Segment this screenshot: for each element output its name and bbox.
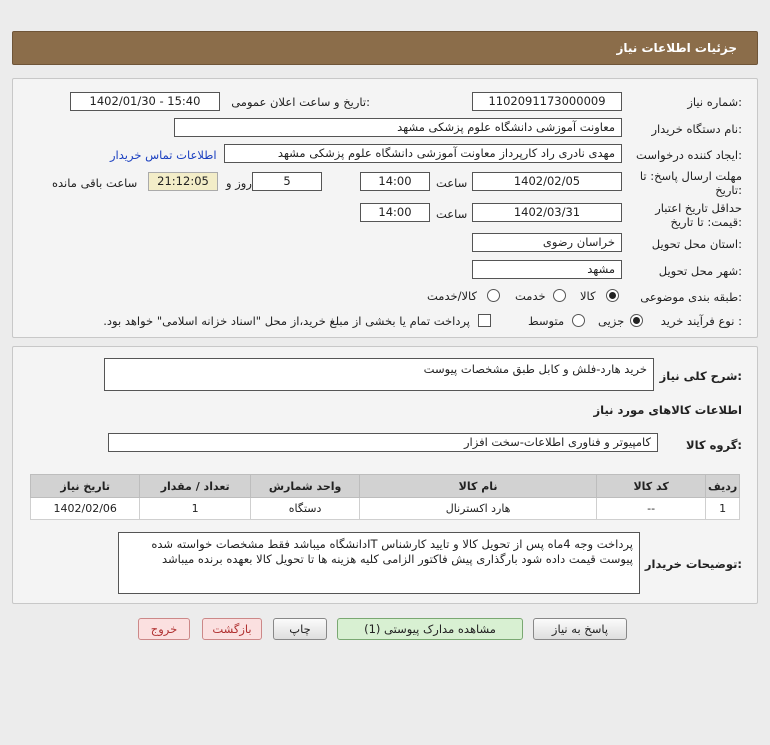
col-header-name: نام کالا [360,475,597,498]
treasury-payment-checkbox[interactable] [478,314,491,327]
process-radio-minor[interactable] [630,314,643,327]
buyer-org-label: نام دستگاه خریدار: [651,122,742,136]
need-number-label: شماره نیاز: [687,95,742,109]
goods-group-field: کامپیوتر و فناوری اطلاعات-سخت افزار [108,433,658,452]
treasury-payment-note: پرداخت تمام یا بخشی از مبلغ خرید،از محل "اسناد خزانه اسلامی" خواهد بود. [103,314,470,328]
goods-section-title: اطلاعات کالاهای مورد نیاز [593,403,742,417]
print-button[interactable]: چاپ [273,618,327,640]
deadline-label: مهلت ارسال پاسخ: تا [639,169,742,183]
announce-date-field: 1402/01/30 - 15:40 [70,92,220,111]
announce-date-label: تاریخ و ساعت اعلان عمومی: [231,95,370,109]
reply-button[interactable]: پاسخ به نیاز [533,618,627,640]
requester-field: مهدی نادری راد کارپرداز معاونت آموزشی دانشگاه علوم پزشکی مشهد [224,144,622,163]
remaining-time-label: ساعت باقی مانده [52,176,138,190]
category-radio-goods-service[interactable] [487,289,500,302]
buyer-notes-label: توضیحات خریدار: [644,557,742,571]
cell-unit: دستگاه [250,498,359,520]
goods-group-label: گروه کالا: [686,438,742,452]
goods-table-header [31,475,740,498]
category-label: طبقه بندی موضوعی: [640,290,742,304]
process-option-medium: متوسط [528,314,565,328]
need-number-field: 1102091173000009 [472,92,622,111]
deadline-label-date: تاریخ: [715,183,742,197]
buyer-notes-field: پرداخت وجه 4ماه پس از تحویل کالا و تایید کارشناس ITدانشگاه میباشد فقط مشخصات خواسته شده پیوست قیمت داده شود بارگذاری پیش فاکتور الزامی کلیه هزینه ها تا تحویل کالا بعهده برنده میباشد [118,532,640,594]
col-header-quantity: تعداد / مقدار [140,475,250,498]
col-header-unit: واحد شمارش [250,475,359,498]
page-title: جزئیات اطلاعات نیاز [616,41,737,55]
remaining-time-field: 21:12:05 [148,172,218,191]
process-option-minor: جزیی [598,314,625,328]
requester-label: ایجاد کننده درخواست: [636,148,742,162]
province-field: خراسان رضوی [472,233,622,252]
validity-label-date: قیمت: تا تاریخ: [670,215,742,229]
cell-row-number: 1 [706,498,740,520]
validity-date-field: 1402/03/31 [472,203,622,222]
deadline-time-field: 14:00 [360,172,430,191]
page-header [12,31,758,65]
exit-button[interactable]: خروج [138,618,190,640]
process-type-label: نوع فرآیند خرید : [660,314,742,328]
validity-time-label: ساعت [436,207,468,221]
buyer-org-field: معاونت آموزشی دانشگاه علوم پزشکی مشهد [174,118,622,137]
col-header-date: تاریخ نیاز [31,475,140,498]
col-header-code: کد کالا [596,475,705,498]
days-word: روز و [226,176,252,190]
goods-table [30,474,740,520]
summary-field: خرید هارد-فلش و کابل طبق مشخصات پیوست [104,358,654,391]
category-option-goods: کالا [580,289,596,303]
table-row [31,498,740,520]
cell-quantity: 1 [140,498,250,520]
deadline-time-label: ساعت [436,176,468,190]
back-button[interactable]: بازگشت [202,618,262,640]
process-radio-medium[interactable] [572,314,585,327]
province-label: استان محل تحویل: [651,237,742,251]
category-option-goods-service: کالا/خدمت [427,289,478,303]
cell-code: -- [596,498,705,520]
deadline-date-field: 1402/02/05 [472,172,622,191]
validity-label: حداقل تاریخ اعتبار [655,201,742,215]
category-radio-service[interactable] [553,289,566,302]
cell-name: هارد اکسترنال [360,498,597,520]
summary-label: شرح کلی نیاز: [659,369,742,383]
view-attachments-button[interactable]: مشاهده مدارک پیوستی (1) [337,618,523,640]
validity-time-field: 14:00 [360,203,430,222]
buyer-contact-link[interactable]: اطلاعات تماس خریدار [110,148,217,162]
city-label: شهر محل تحویل: [658,264,742,278]
category-option-service: خدمت [515,289,546,303]
cell-date: 1402/02/06 [31,498,140,520]
days-remaining-field: 5 [252,172,322,191]
col-header-row: ردیف [706,475,740,498]
category-radio-goods[interactable] [606,289,619,302]
city-field: مشهد [472,260,622,279]
